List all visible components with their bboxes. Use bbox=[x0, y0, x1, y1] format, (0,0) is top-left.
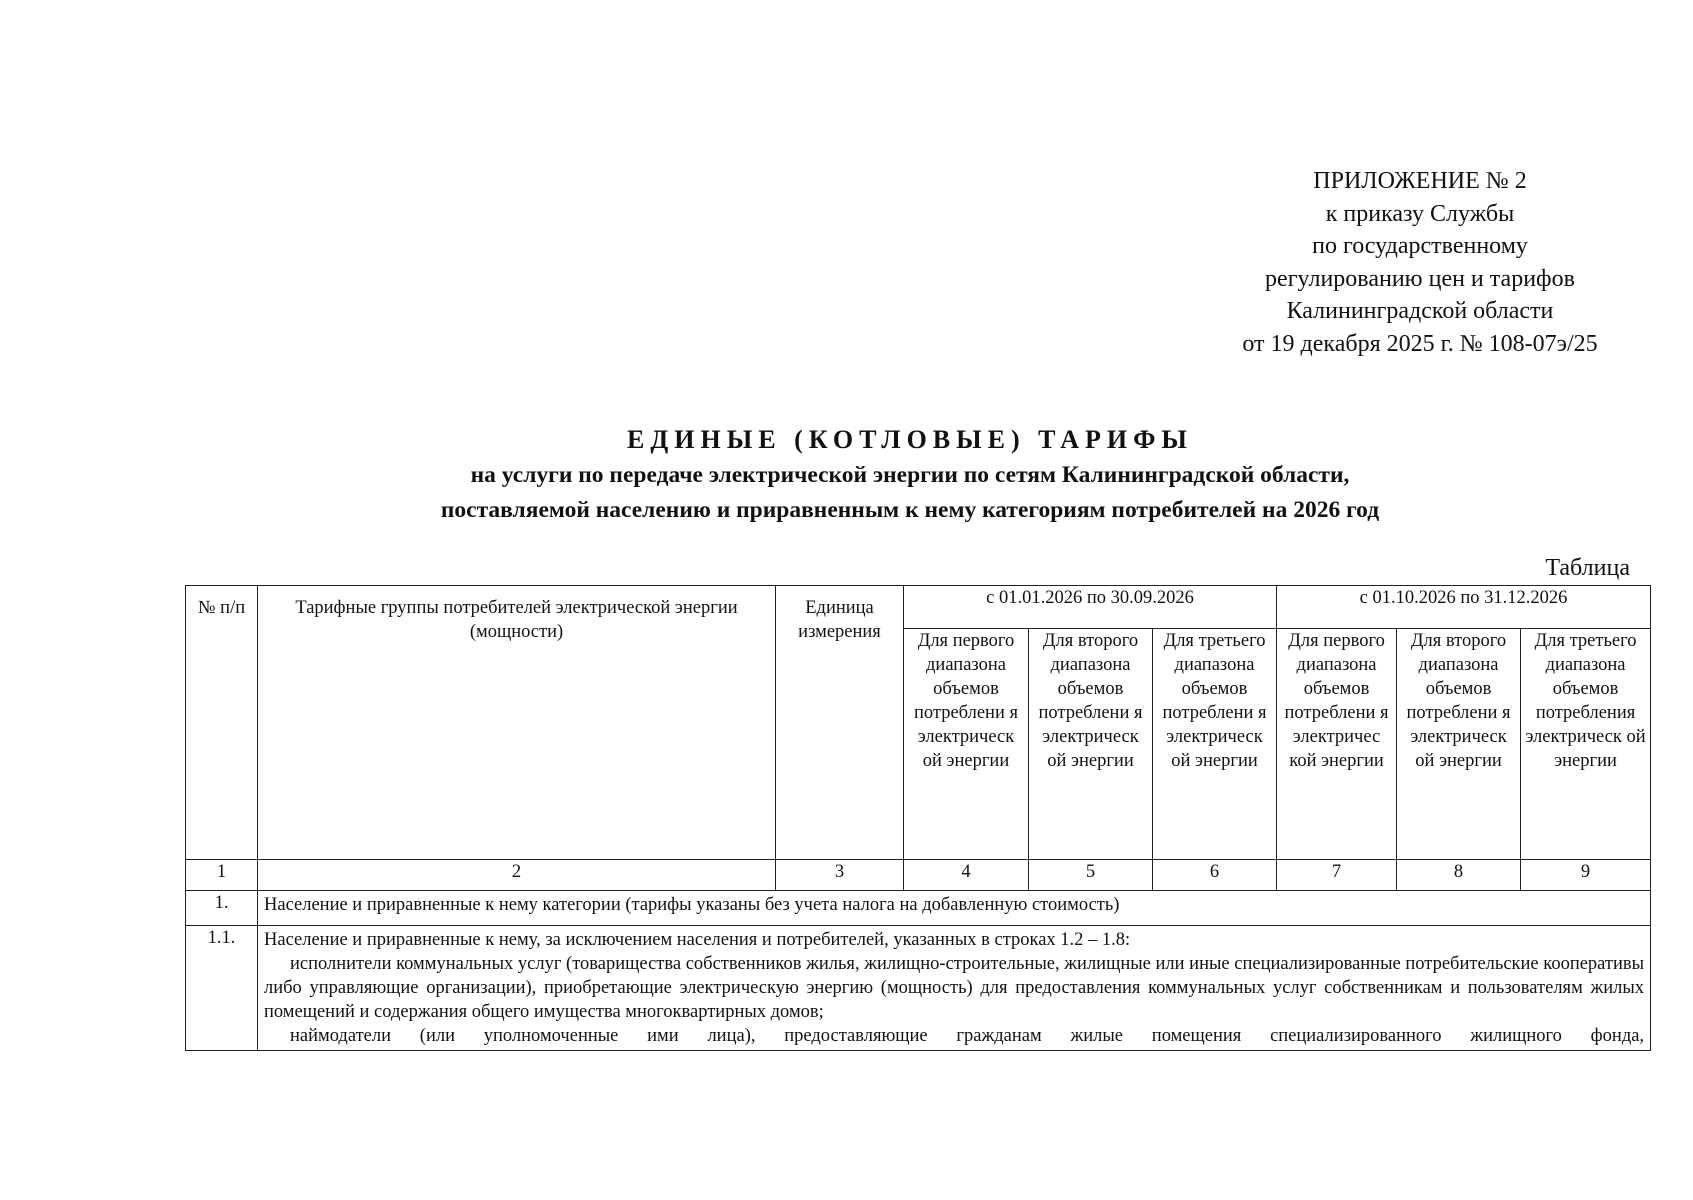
header-unit: Единица измерения bbox=[776, 586, 904, 860]
column-number: 8 bbox=[1397, 860, 1521, 891]
header-p2-first-range: Для первого диапазона объемов потреблени я электричес кой энергии bbox=[1277, 629, 1397, 860]
column-number: 9 bbox=[1521, 860, 1651, 891]
title-subtitle-1: на услуги по передаче электрической энергии по сетям Калининградской области, bbox=[470, 462, 1350, 488]
header-p2-third-range: Для третьего диапазона объемов потребления электрическ ой энергии bbox=[1521, 629, 1651, 860]
row-number: 1.1. bbox=[186, 926, 258, 1051]
column-number: 5 bbox=[1029, 860, 1153, 891]
appendix-line-1: ПРИЛОЖЕНИЕ № 2 bbox=[1313, 168, 1527, 194]
title-main: ЕДИНЫЕ (КОТЛОВЫЕ) ТАРИФЫ bbox=[627, 425, 1193, 454]
appendix-line-5: Калининградской области bbox=[1286, 298, 1554, 324]
column-number: 4 bbox=[904, 860, 1029, 891]
header-p1-second-range: Для второго диапазона объемов потреблени я электрическ ой энергии bbox=[1029, 629, 1153, 860]
tariff-table bbox=[185, 585, 1651, 1051]
header-period-1: с 01.01.2026 по 30.09.2026 bbox=[904, 586, 1277, 629]
document-title bbox=[170, 422, 1650, 528]
column-number: 3 bbox=[776, 860, 904, 891]
row-text-block bbox=[258, 926, 1651, 1051]
header-p1-first-range: Для первого диапазона объемов потреблени я электрическ ой энергии bbox=[904, 629, 1029, 860]
table-row bbox=[186, 891, 1651, 926]
row-number: 1. bbox=[186, 891, 258, 926]
appendix-line-4: регулированию цен и тарифов bbox=[1265, 265, 1575, 292]
appendix-line-3: по государственному bbox=[1312, 233, 1528, 259]
column-number: 1 bbox=[186, 860, 258, 891]
header-row-1 bbox=[186, 586, 1651, 629]
header-period-2: с 01.10.2026 по 31.12.2026 bbox=[1277, 586, 1651, 629]
title-subtitle-2: поставляемой населению и приравненным к нему категориям потребителей на 2026 год bbox=[440, 497, 1380, 523]
column-number: 7 bbox=[1277, 860, 1397, 891]
appendix-line-2: к приказу Службы bbox=[1325, 200, 1515, 227]
row-text: Население и приравненные к нему категории (тарифы указаны без учета налога на добавленную стоимость) bbox=[258, 891, 1651, 926]
table-caption: Таблица bbox=[1545, 555, 1630, 581]
header-tariff-groups: Тарифные группы потребителей электрической энергии (мощности) bbox=[258, 586, 776, 860]
header-num: № п/п bbox=[186, 586, 258, 860]
column-number: 6 bbox=[1153, 860, 1277, 891]
appendix-header bbox=[1180, 165, 1660, 360]
header-p1-third-range: Для третьего диапазона объемов потреблени я электрическ ой энергии bbox=[1153, 629, 1277, 860]
row-paragraph-2: наймодатели (или уполномоченные ими лица), предоставляющие гражданам жилые помещения специализированного жилищного фонда, bbox=[290, 1026, 1645, 1046]
row-text: Население и приравненные к нему, за исключением населения и потребителей, указанных в строках 1.2 – 1.8: bbox=[264, 930, 1131, 950]
header-p2-second-range: Для второго диапазона объемов потреблени я электрическ ой энергии bbox=[1397, 629, 1521, 860]
appendix-line-6: от 19 декабря 2025 г. № 108-07э/25 bbox=[1242, 330, 1598, 357]
column-number-row bbox=[186, 860, 1651, 891]
row-paragraph-1: исполнители коммунальных услуг (товарищества собственников жилья, жилищно-строительные, жилищные или иные специализированные потребительские кооперативы либо управляющие организации), приобретающие электрическую энергию (мощность) для предоставления коммунальных услуг собственникам и пользователям жилых помещений и содержания общего имущества многоквартирных домов; bbox=[264, 954, 1645, 1022]
table-row bbox=[186, 926, 1651, 1051]
column-number: 2 bbox=[258, 860, 776, 891]
